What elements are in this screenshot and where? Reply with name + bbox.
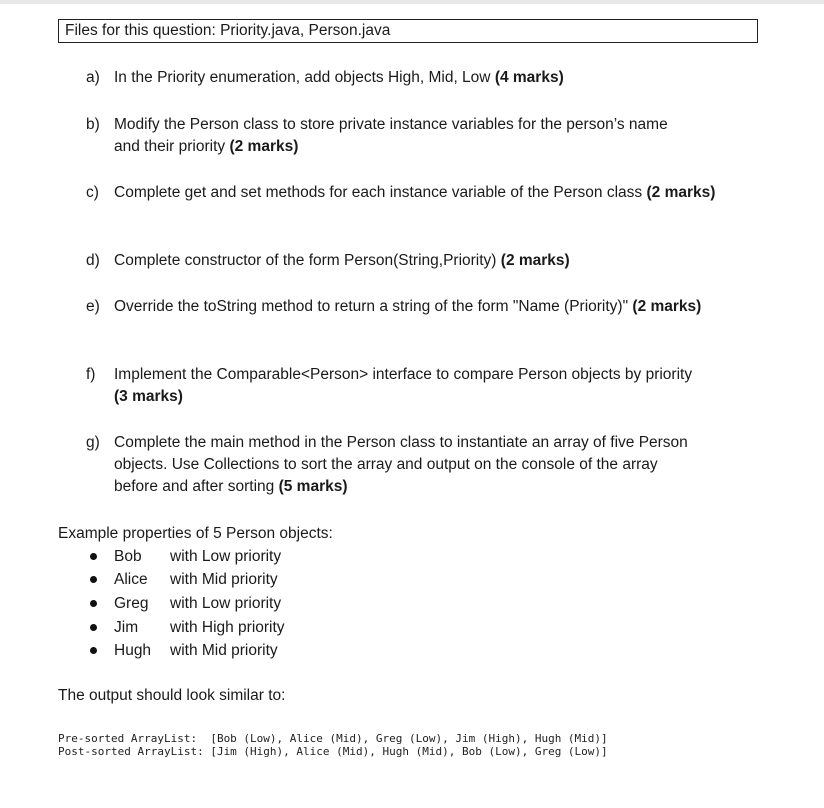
question-marks: (2 marks)	[500, 252, 570, 269]
bullet-icon	[90, 553, 97, 560]
person-name: Hugh	[114, 642, 152, 659]
question-marks: (2 marks)	[646, 184, 716, 201]
list-item	[0, 568, 600, 592]
top-divider	[0, 0, 824, 4]
bullet-icon	[90, 600, 97, 607]
question-text: Complete constructor of the form Person(String,Priority) (2 marks)	[114, 252, 570, 269]
list-item	[0, 616, 600, 640]
question-letter: c)	[86, 184, 99, 201]
question-marks: (2 marks)	[632, 298, 702, 315]
person-name: Bob	[114, 548, 142, 565]
code-line-pre-sorted: Pre-sorted ArrayList: [Bob (Low), Alice (Mid), Greg (Low), Jim (High), Hugh (Mid)]	[58, 732, 608, 745]
person-priority: with High priority	[170, 619, 285, 636]
output-title: The output should look similar to:	[58, 687, 286, 704]
person-priority: with Mid priority	[170, 642, 278, 659]
question-letter: a)	[86, 69, 100, 86]
question-text: Override the toString method to return a string of the form "Name (Priority)" (2 marks)	[114, 298, 702, 315]
list-item	[0, 639, 600, 663]
files-header-box	[58, 19, 758, 43]
question-marks: (4 marks)	[494, 69, 564, 86]
person-priority: with Mid priority	[170, 571, 278, 588]
question-letter: b)	[86, 116, 100, 133]
question-marks: (3 marks)	[114, 388, 183, 405]
person-name: Alice	[114, 571, 148, 588]
question-text: Complete the main method in the Person class to instantiate an array of five Person objects. Use Collections to sort the array and output on the console of the array before and after sorting (5 marks)	[114, 434, 688, 495]
question-letter: d)	[86, 252, 100, 269]
files-header-text: Files for this question: Priority.java, Person.java	[65, 22, 391, 39]
person-priority: with Low priority	[170, 595, 282, 612]
code-line-post-sorted: Post-sorted ArrayList: [Jim (High), Alice (Mid), Hugh (Mid), Bob (Low), Greg (Low)]	[58, 745, 608, 758]
person-name: Jim	[114, 619, 139, 636]
question-text: Modify the Person class to store private instance variables for the person’s name and their priority (2 marks)	[114, 116, 668, 155]
person-name: Greg	[114, 595, 149, 612]
example-title: Example properties of 5 Person objects:	[58, 525, 333, 542]
bullet-icon	[90, 576, 97, 583]
question-text: Complete get and set methods for each instance variable of the Person class (2 marks)	[114, 184, 716, 201]
question-marks: (5 marks)	[278, 478, 348, 495]
bullet-icon	[90, 647, 97, 654]
person-priority: with Low priority	[170, 548, 282, 565]
question-letter: f)	[86, 366, 96, 383]
question-marks: (2 marks)	[229, 138, 299, 155]
list-item	[0, 592, 600, 616]
question-letter: e)	[86, 298, 100, 315]
list-item	[0, 545, 600, 569]
bullet-icon	[90, 624, 97, 631]
question-text: In the Priority enumeration, add objects High, Mid, Low (4 marks)	[114, 69, 564, 86]
question-text: Implement the Comparable<Person> interface to compare Person objects by priority (3 marks)	[114, 366, 693, 405]
question-letter: g)	[86, 434, 100, 451]
